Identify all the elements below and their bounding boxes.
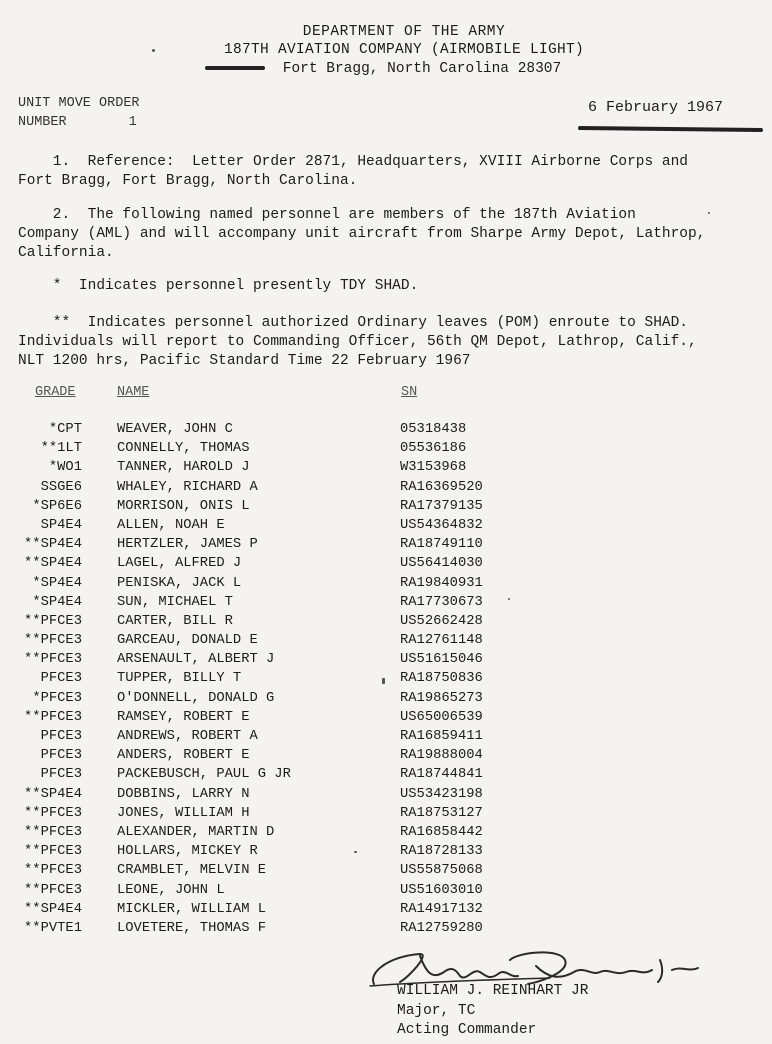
order-number-label: NUMBER xyxy=(18,115,67,130)
personnel-name: ARSENAULT, ALBERT J xyxy=(117,652,275,668)
personnel-row xyxy=(0,746,772,765)
personnel-name: ANDREWS, ROBERT A xyxy=(117,729,258,744)
signatory-rank: Major, TC xyxy=(397,1003,476,1019)
location-heading: Fort Bragg, North Carolina 28307 xyxy=(282,61,562,77)
personnel-row xyxy=(0,842,772,861)
personnel-grade: *WO1 xyxy=(48,460,82,476)
order-number: 1 xyxy=(128,115,137,130)
personnel-name: LEONE, JOHN L xyxy=(117,882,225,898)
personnel-grade: **PFCE3 xyxy=(24,882,82,898)
personnel-service-number: RA18749110 xyxy=(400,537,483,553)
paper-speck xyxy=(508,598,510,600)
personnel-row xyxy=(0,631,772,650)
personnel-service-number: US53423198 xyxy=(400,786,483,802)
personnel-service-number: RA17730673 xyxy=(400,594,483,610)
personnel-service-number: RA18753127 xyxy=(400,805,483,821)
personnel-grade: **SP4E4 xyxy=(24,556,82,572)
personnel-grade: **PFCE3 xyxy=(24,613,82,629)
personnel-row xyxy=(0,823,772,842)
personnel-service-number: RA17379135 xyxy=(400,498,483,514)
personnel-row xyxy=(0,554,772,573)
personnel-service-number: RA12759280 xyxy=(400,920,483,936)
personnel-service-number: RA18750836 xyxy=(400,671,483,687)
personnel-list xyxy=(0,420,772,938)
personnel-row xyxy=(0,689,772,708)
personnel-service-number: RA16859411 xyxy=(400,729,483,744)
personnel-grade: **1LT xyxy=(40,441,82,457)
paper-speck xyxy=(708,212,710,214)
paper-speck xyxy=(354,851,357,853)
personnel-name: ANDERS, ROBERT E xyxy=(117,748,250,764)
personnel-grade: **PFCE3 xyxy=(24,709,82,725)
personnel-service-number: RA14917132 xyxy=(400,901,483,917)
personnel-name: MORRISON, ONIS L xyxy=(117,498,250,514)
personnel-name: CRAMBLET, MELVIN E xyxy=(117,863,267,879)
personnel-row xyxy=(0,861,772,880)
personnel-row xyxy=(0,785,772,804)
personnel-name: PACKEBUSCH, PAUL G JR xyxy=(117,767,291,783)
personnel-grade: *SP4E4 xyxy=(32,594,82,610)
personnel-grade: PFCE3 xyxy=(40,729,82,744)
paper-speck xyxy=(382,678,385,684)
personnel-grade: **PFCE3 xyxy=(24,633,82,649)
personnel-row xyxy=(0,804,772,823)
paper-speck xyxy=(152,49,155,52)
personnel-grade: **PFCE3 xyxy=(24,844,82,860)
personnel-grade: PFCE3 xyxy=(40,767,82,783)
personnel-service-number: RA18744841 xyxy=(400,767,483,783)
note-double-asterisk: ** Indicates personnel authorized Ordinary leaves (POM) enroute to SHAD. Individuals will report to Commanding Officer, 56th QM Depot, Lathrop, Calif., NLT 1200 hrs, Pacific Standard Time 22 February 1967 xyxy=(18,315,697,369)
unit-heading: 187TH AVIATION COMPANY (AIRMOBILE LIGHT) xyxy=(223,42,585,58)
signatory-title: Acting Commander xyxy=(397,1022,537,1038)
personnel-row xyxy=(0,765,772,784)
personnel-service-number: RA16369520 xyxy=(400,479,483,495)
personnel-row xyxy=(0,708,772,727)
personnel-service-number: RA19840931 xyxy=(400,575,483,591)
personnel-name: GARCEAU, DONALD E xyxy=(117,633,258,649)
personnel-service-number: US51615046 xyxy=(400,652,483,668)
personnel-service-number: US52662428 xyxy=(400,613,483,629)
personnel-service-number: RA12761148 xyxy=(400,633,483,649)
order-identifier xyxy=(18,94,140,132)
personnel-service-number: US55875068 xyxy=(400,863,483,879)
personnel-grade: *CPT xyxy=(48,422,82,437)
personnel-row xyxy=(0,516,772,535)
personnel-row xyxy=(0,535,772,554)
date-underline xyxy=(578,126,763,132)
personnel-grade: *SP6E6 xyxy=(32,498,82,514)
personnel-service-number: US65006539 xyxy=(400,709,483,725)
personnel-service-number: US51603010 xyxy=(400,882,483,898)
personnel-grade: **PFCE3 xyxy=(24,863,82,879)
department-heading: DEPARTMENT OF THE ARMY xyxy=(302,24,506,40)
personnel-row xyxy=(0,497,772,516)
personnel-name: TANNER, HAROLD J xyxy=(117,460,250,476)
personnel-name: HERTZLER, JAMES P xyxy=(117,537,258,553)
personnel-grade: SP4E4 xyxy=(40,517,82,533)
personnel-name: LAGEL, ALFRED J xyxy=(117,556,242,572)
personnel-grade: SSGE6 xyxy=(40,479,82,495)
personnel-service-number: 05318438 xyxy=(400,422,467,437)
personnel-grade: PFCE3 xyxy=(40,671,82,687)
personnel-name: SUN, MICHAEL T xyxy=(117,594,233,610)
personnel-row xyxy=(0,900,772,919)
signatory-name: WILLIAM J. REINHART JR xyxy=(397,983,589,999)
personnel-grade: *PFCE3 xyxy=(32,690,82,706)
personnel-grade: PFCE3 xyxy=(40,748,82,764)
personnel-service-number: RA16858442 xyxy=(400,824,483,840)
personnel-grade: **PVTE1 xyxy=(24,920,82,936)
personnel-row xyxy=(0,881,772,900)
personnel-service-number: US54364832 xyxy=(400,517,483,533)
personnel-name: CONNELLY, THOMAS xyxy=(117,441,250,457)
personnel-service-number: RA19888004 xyxy=(400,748,483,764)
personnel-name: DOBBINS, LARRY N xyxy=(117,786,250,802)
personnel-name: JONES, WILLIAM H xyxy=(117,805,250,821)
personnel-row xyxy=(0,919,772,938)
note-single-asterisk: * Indicates personnel presently TDY SHAD. xyxy=(18,278,419,294)
personnel-service-number: RA18728133 xyxy=(400,844,483,860)
column-header-grade: GRADE xyxy=(35,385,76,400)
personnel-row xyxy=(0,574,772,593)
personnel-row xyxy=(0,593,772,612)
paragraph-personnel: 2. The following named personnel are members of the 187th Aviation Company (AML) and will accompany unit aircraft from Sharpe Army Depot, Lathrop, California. xyxy=(18,207,706,261)
personnel-grade: **PFCE3 xyxy=(24,805,82,821)
personnel-row xyxy=(0,458,772,477)
personnel-service-number: RA19865273 xyxy=(400,690,483,706)
personnel-row xyxy=(0,727,772,746)
personnel-name: PENISKA, JACK L xyxy=(117,575,242,591)
paragraph-reference: 1. Reference: Letter Order 2871, Headquarters, XVIII Airborne Corps and Fort Bragg, Fort Bragg, North Carolina. xyxy=(18,154,689,189)
personnel-name: TUPPER, BILLY T xyxy=(117,671,242,687)
personnel-name: WEAVER, JOHN C xyxy=(117,422,233,437)
personnel-name: O'DONNELL, DONALD G xyxy=(117,690,275,706)
personnel-service-number: US56414030 xyxy=(400,556,483,572)
personnel-row xyxy=(0,669,772,688)
column-header-sn: SN xyxy=(401,385,418,400)
personnel-name: ALEXANDER, MARTIN D xyxy=(117,824,275,840)
personnel-name: MICKLER, WILLIAM L xyxy=(117,901,267,917)
order-number-line xyxy=(18,113,140,132)
personnel-grade: **SP4E4 xyxy=(24,537,82,553)
personnel-row xyxy=(0,439,772,458)
personnel-name: LOVETERE, THOMAS F xyxy=(117,920,267,936)
personnel-grade: *SP4E4 xyxy=(32,575,82,591)
ink-mark xyxy=(205,66,265,70)
personnel-name: RAMSEY, ROBERT E xyxy=(117,709,250,725)
personnel-grade: **SP4E4 xyxy=(24,901,82,917)
personnel-name: HOLLARS, MICKEY R xyxy=(117,844,258,860)
personnel-name: ALLEN, NOAH E xyxy=(117,517,225,533)
personnel-grade: **SP4E4 xyxy=(24,786,82,802)
personnel-service-number: 05536186 xyxy=(400,441,467,457)
personnel-name: WHALEY, RICHARD A xyxy=(117,479,258,495)
personnel-row xyxy=(0,478,772,497)
column-header-name: NAME xyxy=(117,385,150,400)
personnel-grade: **PFCE3 xyxy=(24,652,82,668)
personnel-name: CARTER, BILL R xyxy=(117,613,233,629)
order-label: UNIT MOVE ORDER xyxy=(18,96,140,111)
personnel-service-number: W3153968 xyxy=(400,460,467,476)
personnel-row xyxy=(0,650,772,669)
personnel-row xyxy=(0,612,772,631)
personnel-row xyxy=(0,420,772,439)
personnel-grade: **PFCE3 xyxy=(24,824,82,840)
order-date: 6 February 1967 xyxy=(588,99,724,116)
